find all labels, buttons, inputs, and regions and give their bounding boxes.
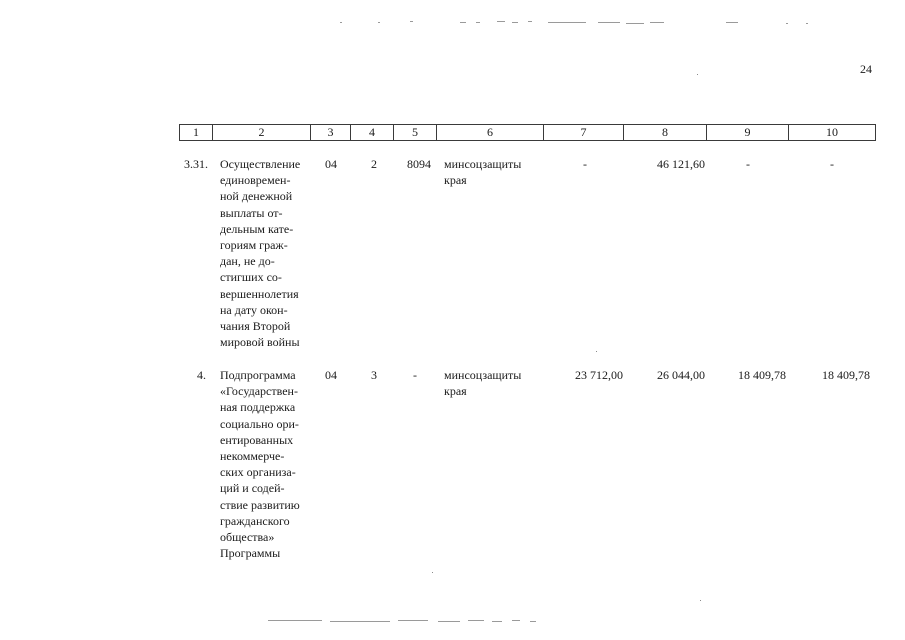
name-line: общества» xyxy=(220,530,275,545)
name-line: мировой войны xyxy=(220,335,300,350)
name-line: ций и содей- xyxy=(220,481,285,496)
row-number: 4. xyxy=(197,368,206,382)
name-line: ентированных xyxy=(220,432,294,447)
name-line: гражданского xyxy=(220,513,290,528)
name-line: на дату окон- xyxy=(220,302,288,317)
name-line: ная поддержка xyxy=(220,400,296,415)
scan-speck xyxy=(697,74,698,75)
name-line: стигших со- xyxy=(220,270,282,285)
header-cell-7: 7 xyxy=(544,125,624,140)
page-number: 24 xyxy=(860,62,872,76)
name-line: дан, не до- xyxy=(220,254,275,269)
header-cell-6: 6 xyxy=(437,125,544,140)
name-line: дельным кате- xyxy=(220,221,294,236)
col6-line: минсоцзащиты xyxy=(444,157,522,171)
header-cell-3: 3 xyxy=(311,125,351,140)
name-line: ствие развитию xyxy=(220,497,300,512)
cell-col5: 8094 xyxy=(407,157,431,171)
cell-col7: 23 712,00 xyxy=(575,368,623,382)
scan-speck xyxy=(596,351,597,352)
cell-col6 xyxy=(444,367,544,399)
row-name xyxy=(220,156,306,350)
row-name xyxy=(220,367,306,561)
scan-speck xyxy=(432,572,433,573)
cell-col10: - xyxy=(830,157,834,171)
name-line: Подпрограмма xyxy=(220,368,296,382)
cell-col9: - xyxy=(746,157,750,171)
header-cell-10: 10 xyxy=(826,125,838,139)
cell-col4: 3 xyxy=(371,368,377,382)
cell-col8: 26 044,00 xyxy=(657,368,705,382)
cell-col8: 46 121,60 xyxy=(657,157,705,171)
name-line: ских организа- xyxy=(220,465,296,480)
cell-col3: 04 xyxy=(325,368,337,382)
col6-line: минсоцзащиты xyxy=(444,368,522,382)
col6-line: края xyxy=(444,173,467,188)
header-cell-5: 5 xyxy=(394,125,437,140)
name-line: Осуществление xyxy=(220,157,301,171)
scan-speck xyxy=(700,600,701,601)
name-line: ной денежной xyxy=(220,189,293,204)
cell-col10: 18 409,78 xyxy=(822,368,870,382)
cell-col4: 2 xyxy=(371,157,377,171)
cell-col3: 04 xyxy=(325,157,337,171)
header-cell-1: 1 xyxy=(180,125,213,140)
header-cell-9: 9 xyxy=(707,125,789,140)
cell-col7: - xyxy=(583,157,587,171)
name-line: некоммерче- xyxy=(220,449,285,464)
header-cell-2: 2 xyxy=(213,125,311,140)
name-line: вершеннолетия xyxy=(220,286,299,301)
name-line: социально ори- xyxy=(220,416,299,431)
header-cell-4: 4 xyxy=(351,125,394,140)
name-line: Программы xyxy=(220,546,281,561)
cell-col5: - xyxy=(413,368,417,382)
table-header-row xyxy=(179,124,876,141)
row-number: 3.31. xyxy=(184,157,208,171)
cell-col6 xyxy=(444,156,544,188)
name-line: гориям граж- xyxy=(220,238,288,253)
name-line: единовремен- xyxy=(220,173,291,188)
name-line: «Государствен- xyxy=(220,384,298,399)
header-cell-8: 8 xyxy=(624,125,707,140)
col6-line: края xyxy=(444,384,467,399)
cell-col9: 18 409,78 xyxy=(738,368,786,382)
name-line: выплаты от- xyxy=(220,205,283,220)
name-line: чания Второй xyxy=(220,319,291,334)
